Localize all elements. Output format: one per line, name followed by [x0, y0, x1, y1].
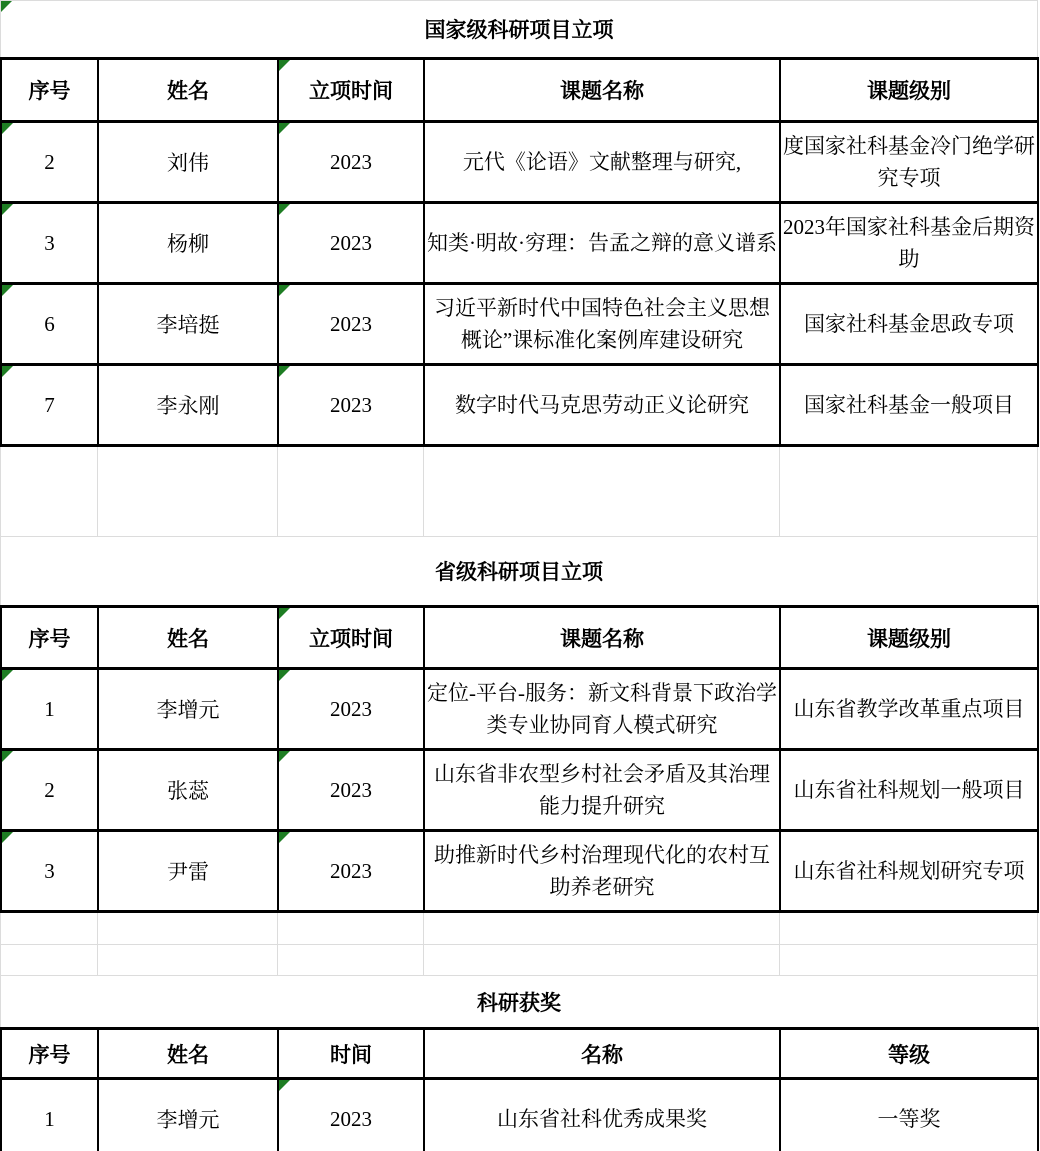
col-header-year-text: 立项时间	[309, 79, 393, 103]
col-header-grade[interactable]: 等级	[780, 1029, 1038, 1079]
cell-flag-icon	[279, 832, 290, 843]
col-header-level[interactable]: 课题级别	[780, 59, 1038, 122]
cell-project[interactable]: 山东省非农型乡村社会矛盾及其治理能力提升研究	[424, 750, 780, 831]
header-row	[1, 59, 1038, 122]
cell-name[interactable]: 张蕊	[98, 750, 278, 831]
cell-flag-icon	[279, 366, 290, 377]
empty-cell[interactable]	[424, 913, 780, 945]
cell-award[interactable]: 山东省社科优秀成果奖	[424, 1079, 780, 1151]
empty-cell[interactable]	[98, 913, 278, 945]
section-title-awards[interactable]	[0, 976, 1038, 1027]
cell-level[interactable]: 山东省社科规划一般项目	[780, 750, 1038, 831]
empty-cell[interactable]	[1, 913, 98, 945]
header-row	[1, 1029, 1038, 1079]
table-awards	[0, 1027, 1039, 1151]
cell-name[interactable]: 李增元	[98, 669, 278, 750]
cell-grade[interactable]: 一等奖	[780, 1079, 1038, 1151]
cell-seq-text: 3	[44, 858, 55, 883]
cell-flag-icon	[2, 751, 13, 762]
cell-year-text: 2023	[330, 311, 372, 336]
empty-cell[interactable]	[1, 945, 98, 976]
col-header-name[interactable]: 姓名	[98, 607, 278, 669]
section-title-text: 省级科研项目立项	[435, 560, 603, 584]
cell-year[interactable]	[278, 122, 424, 203]
empty-cell[interactable]	[278, 447, 424, 537]
empty-cell[interactable]	[1, 447, 98, 537]
table-row	[1, 122, 1038, 203]
cell-seq-text: 6	[44, 311, 55, 336]
empty-cell[interactable]	[780, 945, 1038, 976]
empty-row	[0, 945, 1038, 976]
cell-level[interactable]: 国家社科基金思政专项	[780, 284, 1038, 365]
cell-seq-text: 7	[44, 392, 55, 417]
cell-flag-icon	[279, 608, 290, 619]
col-header-project[interactable]: 课题名称	[424, 59, 780, 122]
cell-flag-icon	[279, 751, 290, 762]
cell-year[interactable]	[278, 669, 424, 750]
cell-year[interactable]	[278, 284, 424, 365]
table-row	[1, 669, 1038, 750]
table-row	[1, 831, 1038, 912]
cell-flag-icon	[279, 123, 290, 134]
col-header-award[interactable]: 名称	[424, 1029, 780, 1079]
cell-seq-text: 2	[44, 777, 55, 802]
cell-level[interactable]: 山东省社科规划研究专项	[780, 831, 1038, 912]
cell-year-text: 2023	[330, 392, 372, 417]
cell-project[interactable]: 助推新时代乡村治理现代化的农村互助养老研究	[424, 831, 780, 912]
cell-seq-text: 2	[44, 149, 55, 174]
cell-year-text: 2023	[330, 696, 372, 721]
cell-name[interactable]: 李永刚	[98, 365, 278, 446]
section-title-text: 科研获奖	[477, 990, 561, 1015]
col-header-name[interactable]: 姓名	[98, 1029, 278, 1079]
cell-year[interactable]	[278, 831, 424, 912]
cell-flag-icon	[279, 1080, 290, 1091]
cell-name[interactable]: 李增元	[98, 1079, 278, 1151]
col-header-level[interactable]: 课题级别	[780, 607, 1038, 669]
col-header-year-text: 立项时间	[309, 626, 393, 651]
col-header-project[interactable]: 课题名称	[424, 607, 780, 669]
cell-seq[interactable]	[1, 203, 98, 284]
section-title-provincial[interactable]	[0, 537, 1038, 605]
cell-name[interactable]: 刘伟	[98, 122, 278, 203]
cell-seq[interactable]	[1, 284, 98, 365]
table-row	[1, 1079, 1038, 1151]
cell-year-text: 2023	[330, 230, 372, 255]
empty-cell[interactable]	[424, 447, 780, 537]
table-row	[1, 365, 1038, 446]
cell-project[interactable]: 数字时代马克思劳动正义论研究	[424, 365, 780, 446]
cell-flag-icon	[2, 832, 13, 843]
empty-cell[interactable]	[98, 945, 278, 976]
cell-year[interactable]	[278, 365, 424, 446]
cell-year[interactable]	[278, 1079, 424, 1151]
empty-cell[interactable]	[780, 447, 1038, 537]
cell-seq[interactable]	[1, 750, 98, 831]
cell-seq-text: 1	[44, 696, 55, 721]
cell-year[interactable]	[278, 750, 424, 831]
col-header-year[interactable]: 时间	[278, 1029, 424, 1079]
cell-level[interactable]: 国家社科基金一般项目	[780, 365, 1038, 446]
cell-seq[interactable]: 1	[1, 1079, 98, 1151]
col-header-seq[interactable]: 序号	[1, 1029, 98, 1079]
cell-project-text: 定位-平台-服务：新文科背景下政治学类专业协同育人模式研究	[427, 681, 777, 737]
cell-name[interactable]: 杨柳	[98, 203, 278, 284]
col-header-year[interactable]	[278, 59, 424, 122]
cell-project-text: 习近平新时代中国特色社会主义思想概论”课标准化案例库建设研究	[434, 296, 770, 352]
section-title-text: 国家级科研项目立项	[424, 18, 614, 42]
cell-year-text: 2023	[330, 777, 372, 802]
table-row	[1, 284, 1038, 365]
cell-year-text: 2023	[330, 858, 372, 883]
cell-flag-icon	[279, 670, 290, 681]
cell-seq[interactable]	[1, 831, 98, 912]
cell-flag-icon	[2, 204, 13, 215]
cell-year-text: 2023	[330, 149, 372, 174]
col-header-seq[interactable]: 序号	[1, 59, 98, 122]
cell-flag-icon	[1, 1, 12, 12]
table-provincial-projects	[0, 605, 1039, 913]
cell-level[interactable]: 山东省教学改革重点项目	[780, 669, 1038, 750]
cell-project[interactable]	[424, 669, 780, 750]
empty-row	[0, 913, 1038, 945]
cell-seq[interactable]	[1, 122, 98, 203]
cell-flag-icon	[2, 123, 13, 134]
cell-seq[interactable]	[1, 365, 98, 446]
empty-cell[interactable]	[98, 447, 278, 537]
cell-flag-icon	[2, 285, 13, 296]
empty-row	[0, 447, 1038, 537]
cell-name[interactable]: 李培挺	[98, 284, 278, 365]
cell-flag-icon	[279, 204, 290, 215]
col-header-name[interactable]: 姓名	[98, 59, 278, 122]
empty-cell[interactable]	[278, 945, 424, 976]
cell-flag-icon	[279, 285, 290, 296]
cell-flag-icon	[279, 60, 290, 71]
cell-project[interactable]: 元代《论语》文献整理与研究,	[424, 122, 780, 203]
cell-seq-text: 3	[44, 230, 55, 255]
cell-seq[interactable]	[1, 669, 98, 750]
cell-name[interactable]: 尹雷	[98, 831, 278, 912]
header-row	[1, 607, 1038, 669]
table-national-projects	[0, 57, 1039, 447]
cell-flag-icon	[2, 366, 13, 377]
cell-level[interactable]: 度国家社科基金冷门绝学研究专项	[780, 122, 1038, 203]
table-row	[1, 203, 1038, 284]
table-row	[1, 750, 1038, 831]
col-header-year[interactable]	[278, 607, 424, 669]
section-title-national[interactable]	[0, 0, 1038, 57]
cell-year-text: 2023	[330, 1106, 372, 1131]
col-header-seq[interactable]: 序号	[1, 607, 98, 669]
empty-cell[interactable]	[780, 913, 1038, 945]
empty-cell[interactable]	[424, 945, 780, 976]
cell-flag-icon	[2, 670, 13, 681]
cell-level[interactable]: 2023年国家社科基金后期资助	[780, 203, 1038, 284]
cell-project[interactable]	[424, 284, 780, 365]
cell-project[interactable]: 知类·明故·穷理：告孟之辩的意义谱系	[424, 203, 780, 284]
cell-year[interactable]	[278, 203, 424, 284]
empty-cell[interactable]	[278, 913, 424, 945]
